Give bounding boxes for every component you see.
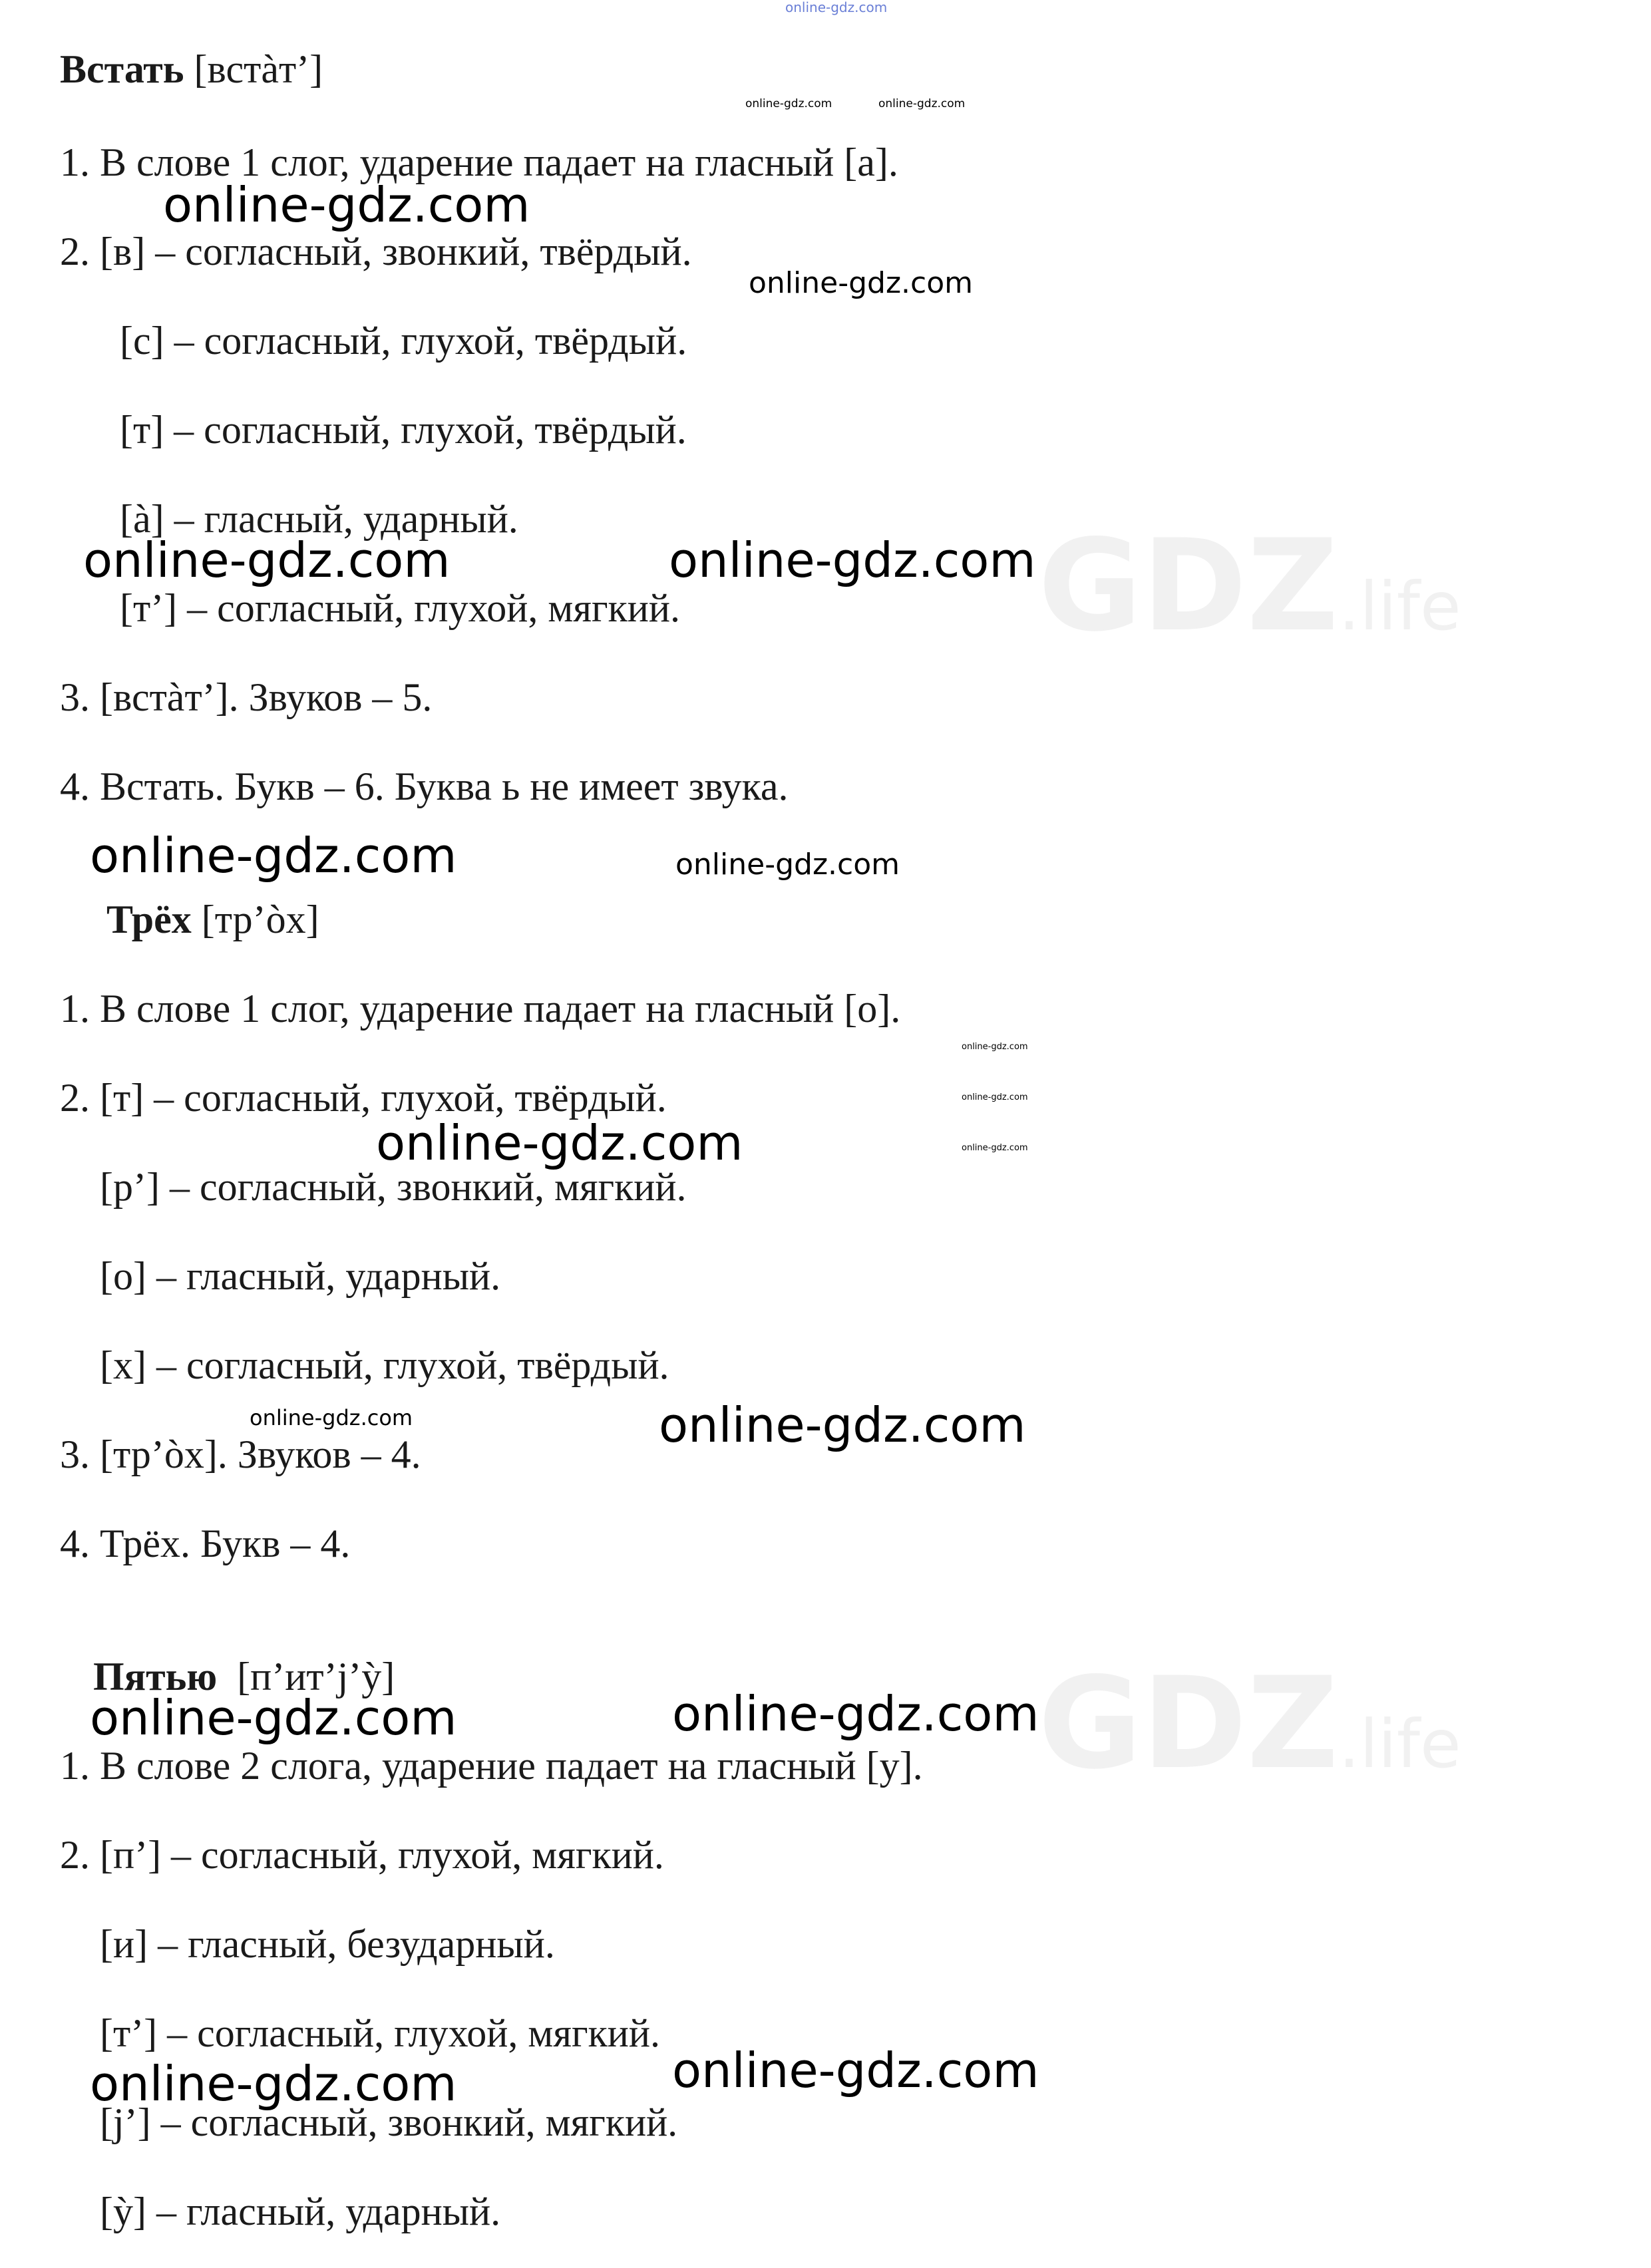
analysis-line: 4. Трёх. Букв – 4. (60, 1522, 351, 1565)
section-heading (106, 895, 319, 943)
analysis-line: 2. [т] – согласный, глухой, твёрдый. (60, 1076, 667, 1120)
analysis-line: 2. [п’] – согласный, глухой, мягкий. (60, 1833, 664, 1877)
watermark-text: online-gdz.com (962, 1143, 1028, 1153)
watermark-text: online-gdz.com (749, 266, 974, 300)
analysis-line: [т’] – согласный, глухой, мягкий. (120, 586, 680, 630)
analysis-line: [ỳ] – гласный, ударный. (100, 2189, 501, 2233)
analysis-line: [х] – согласный, глухой, твёрдый. (100, 1343, 669, 1387)
analysis-line: [и] – гласный, безударный. (100, 1922, 555, 1966)
watermark-text: online-gdz.com (878, 97, 966, 110)
watermark-text: online-gdz.com (745, 97, 832, 110)
heading-word: Пятью (93, 1655, 218, 1699)
analysis-line: [о] – гласный, ударный. (100, 1254, 501, 1298)
analysis-line: [à] – гласный, ударный. (120, 497, 518, 541)
watermark-text: online-gdz.com (90, 1690, 457, 1746)
analysis-line: 1. В слове 1 слог, ударение падает на гласный [а]. (60, 140, 898, 184)
section-heading (60, 45, 323, 93)
analysis-line: 4. Встать. Букв – 6. Буква ь не имеет звука. (60, 764, 789, 808)
analysis-line: 3. [тр’òх]. Звуков – 4. (60, 1432, 421, 1476)
watermark-text: online-gdz.com (672, 1686, 1039, 1742)
background-watermark: GDZ.life (1038, 1650, 1461, 1797)
heading-transcription: [п’ит’j’ỳ] (237, 1655, 395, 1699)
watermark-text: online-gdz.com (659, 1397, 1026, 1453)
watermark-text: online-gdz.com (250, 1405, 413, 1430)
heading-transcription: [тр’òх] (201, 897, 319, 941)
watermark-text: online-gdz.com (163, 177, 530, 233)
watermark-text: online-gdz.com (675, 848, 900, 882)
heading-transcription: [встàт’] (194, 47, 323, 91)
analysis-line: 3. [встàт’]. Звуков – 5. (60, 675, 433, 719)
watermark-text: online-gdz.com (83, 532, 451, 588)
heading-word: Трёх (106, 897, 192, 941)
analysis-line: [j’] – согласный, звонкий, мягкий. (100, 2100, 678, 2144)
watermark-text: online-gdz.com (90, 828, 457, 884)
analysis-line: 1. В слове 2 слога, ударение падает на гласный [у]. (60, 1744, 923, 1788)
analysis-line: 2. [в] – согласный, звонкий, твёрдый. (60, 230, 692, 273)
watermark-text: online-gdz.com (962, 1092, 1028, 1102)
watermark-text: online-gdz.com (672, 2042, 1039, 2098)
analysis-line: [р’] – согласный, звонкий, мягкий. (100, 1165, 687, 1209)
watermark-text: online-gdz.com (90, 2056, 457, 2112)
background-watermark: GDZ.life (1038, 512, 1461, 659)
analysis-line: [т] – согласный, глухой, твёрдый. (120, 408, 687, 452)
watermark-text: online-gdz.com (962, 1042, 1028, 1052)
analysis-line: 1. В слове 1 слог, ударение падает на гласный [о]. (60, 987, 901, 1031)
heading-word: Встать (60, 47, 184, 91)
analysis-line: [с] – согласный, глухой, твёрдый. (120, 319, 687, 363)
watermark-text: online-gdz.com (785, 0, 888, 15)
watermark-text: online-gdz.com (669, 532, 1036, 588)
watermark-text: online-gdz.com (376, 1115, 743, 1171)
analysis-line: [т’] – согласный, глухой, мягкий. (100, 2011, 660, 2055)
